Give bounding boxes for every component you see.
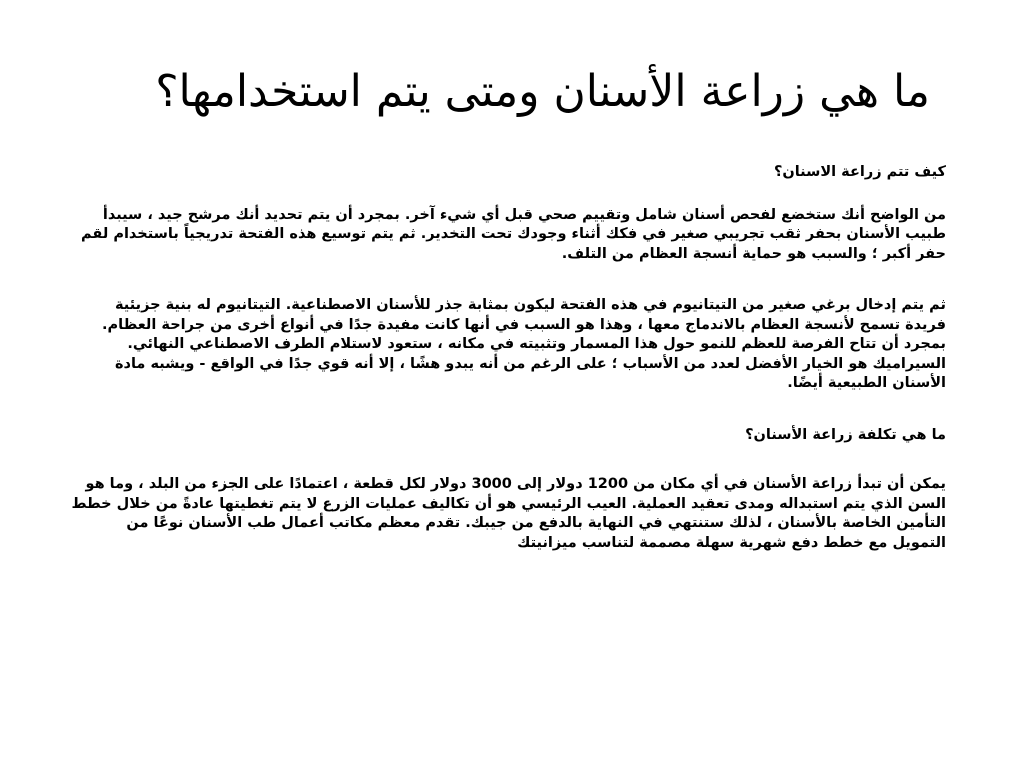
paragraph-cost-details: يمكن أن تبدأ زراعة الأسنان في أي مكان من 1200 دولار إلى 3000 دولار لكل قطعة ، اعتمادًا على الجزء من البلد ، وما هو السن الذي يتم استبداله ومدى تعقيد العملية. العيب الرئيسي هو أن تكاليف عمليات الزرع لا يتم تغطيتها عادةً من خلال خطط التأمين الخاصة بالأسنان ، لذلك ستنتهي في النهاية بالدفع من جيبك. تقدم معظم مكاتب أعمال طب الأسنان نوعًا من التمويل مع خطط دفع شهرية سهلة مصممة لتناسب ميزانيتك	[71, 476, 946, 551]
section-heading-how: كيف تتم زراعة الاسنان؟	[773, 164, 946, 180]
slide-body	[70, 163, 946, 553]
section-heading-cost: ما هي تكلفة زراعة الأسنان؟	[745, 426, 946, 443]
slide-title: ما هي زراعة الأسنان ومتى يتم استخدامها؟	[155, 66, 930, 117]
paragraph-titanium-implant: ثم يتم إدخال برغي صغير من التيتانيوم في هذه الفتحة ليكون بمثابة جذر للأسنان الاصطناعية. التيتانيوم له بنية جزيئية فريدة تسمح لأنسجة العظام بالاندماج معها ، وهذا هو السبب في أنها كانت مفيدة جدًا في أنواع أخرى من جراحة العظام. بمجرد أن تتاح الفرصة للعظم للنمو حول هذا المسمار وتثبيته في مكانه ، ستعود لاستلام الطرف الاصطناعي النهائي. السيراميك هو الخيار الأفضل لعدد من الأسباب ؛ على الرغم من أنه يبدو هشًا ، إلا أنه قوي جدًا في الواقع - ويشبه مادة الأسنان الطبيعية أيضًا.	[102, 297, 946, 391]
paragraph-procedure-intro: من الواضح أنك ستخضع لفحص أسنان شامل وتقييم صحي قبل أي شيء آخر. بمجرد أن يتم تحديد أنك مرشح جيد ، سيبدأ طبيب الأسنان بحفر ثقب تجريبي صغير في فكك أثناء وجودك تحت التخدير. ثم يتم توسيع هذه الفتحة تدريجياً باستخدام لقم حفر أكبر ؛ والسبب هو حماية أنسجة العظام من التلف.	[81, 206, 946, 262]
